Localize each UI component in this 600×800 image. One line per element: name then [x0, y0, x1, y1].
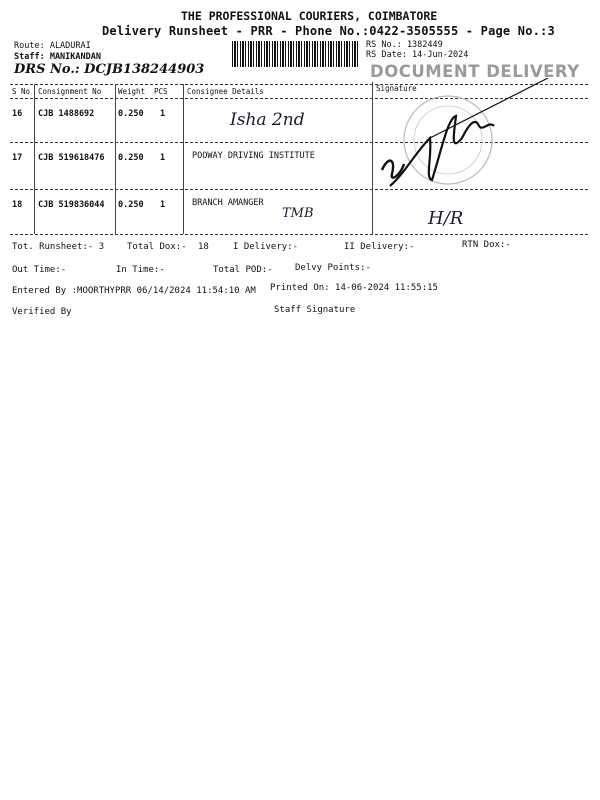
- i-delivery: I Delivery:-: [233, 242, 299, 252]
- document-delivery-stamp: DOCUMENT DELIVERY: [370, 62, 580, 81]
- col-header-weight: Weight: [118, 87, 146, 96]
- printed-on: Printed On: 14-06-2024 11:55:15: [270, 283, 438, 293]
- row-sign-mark: H/R: [428, 208, 464, 229]
- company-title: THE PROFESSIONAL COURIERS, COIMBATORE: [181, 9, 438, 23]
- row-consignment: CJB 519618476: [38, 153, 105, 163]
- row-weight: 0.250: [118, 109, 144, 119]
- in-time: In Time:-: [116, 265, 165, 275]
- col-header-consignee: Consignee Details: [187, 87, 264, 96]
- total-dox-value: 18: [198, 242, 209, 252]
- row-sno: 16: [12, 109, 23, 119]
- out-time: Out Time:-: [12, 265, 67, 275]
- drs-number: DRS No.: DCJB138244903: [14, 62, 205, 77]
- row-sno: 17: [12, 153, 23, 163]
- ii-delivery: II Delivery:-: [344, 242, 415, 252]
- staff-label: Staff: MANIKANDAN: [14, 52, 101, 62]
- verified-by: Verified By: [12, 307, 72, 317]
- row-sno: 18: [12, 200, 23, 210]
- col-divider-3: [183, 84, 184, 234]
- row-weight: 0.250: [118, 153, 144, 163]
- col-header-sno: S No: [12, 87, 31, 96]
- total-runsheet: Tot. Runsheet:- 3: [12, 242, 105, 252]
- row-consignee: POOWAY DRIVING INSTITUTE: [192, 151, 315, 161]
- row-pcs: 1: [160, 153, 166, 163]
- staff-signature: Staff Signature: [274, 305, 356, 315]
- delvy-points: Delvy Points:-: [295, 263, 371, 273]
- row-consignee: BRANCH AMANGER: [192, 198, 264, 208]
- barcode: [232, 41, 360, 67]
- row-pcs: 1: [160, 200, 166, 210]
- row-consignment: CJB 1488692: [38, 109, 95, 119]
- total-dox-label: Total Dox:-: [127, 242, 187, 252]
- row-consignment: CJB 519836044: [38, 200, 105, 210]
- row-handwriting: TMB: [282, 206, 314, 221]
- table-bottom-rule: [10, 234, 588, 235]
- col-divider-2: [115, 84, 116, 234]
- rtn-dox: RTN Dox:-: [462, 240, 511, 250]
- col-header-consignment: Consignment No: [38, 87, 102, 96]
- rs-date: RS Date: 14-Jun-2024: [366, 50, 469, 60]
- route-label: Route: ALADURAI: [14, 41, 91, 51]
- signature-stamp-icon: [370, 78, 590, 198]
- row-weight: 0.250: [118, 200, 144, 210]
- rs-number: RS No.: 1382449: [366, 40, 443, 50]
- total-pod: Total POD:-: [213, 265, 273, 275]
- col-divider-1: [34, 84, 35, 234]
- col-header-pcs: PCS: [154, 87, 168, 96]
- row-pcs: 1: [160, 109, 166, 119]
- entered-by: Entered By :MOORTHYPRR 06/14/2024 11:54:10 AM: [12, 286, 256, 296]
- col-header-signature: Signature: [376, 84, 417, 93]
- runsheet-subtitle: Delivery Runsheet - PRR - Phone No.:0422-3505555 - Page No.:3: [102, 24, 555, 38]
- row-handwriting: Isha 2nd: [230, 110, 305, 130]
